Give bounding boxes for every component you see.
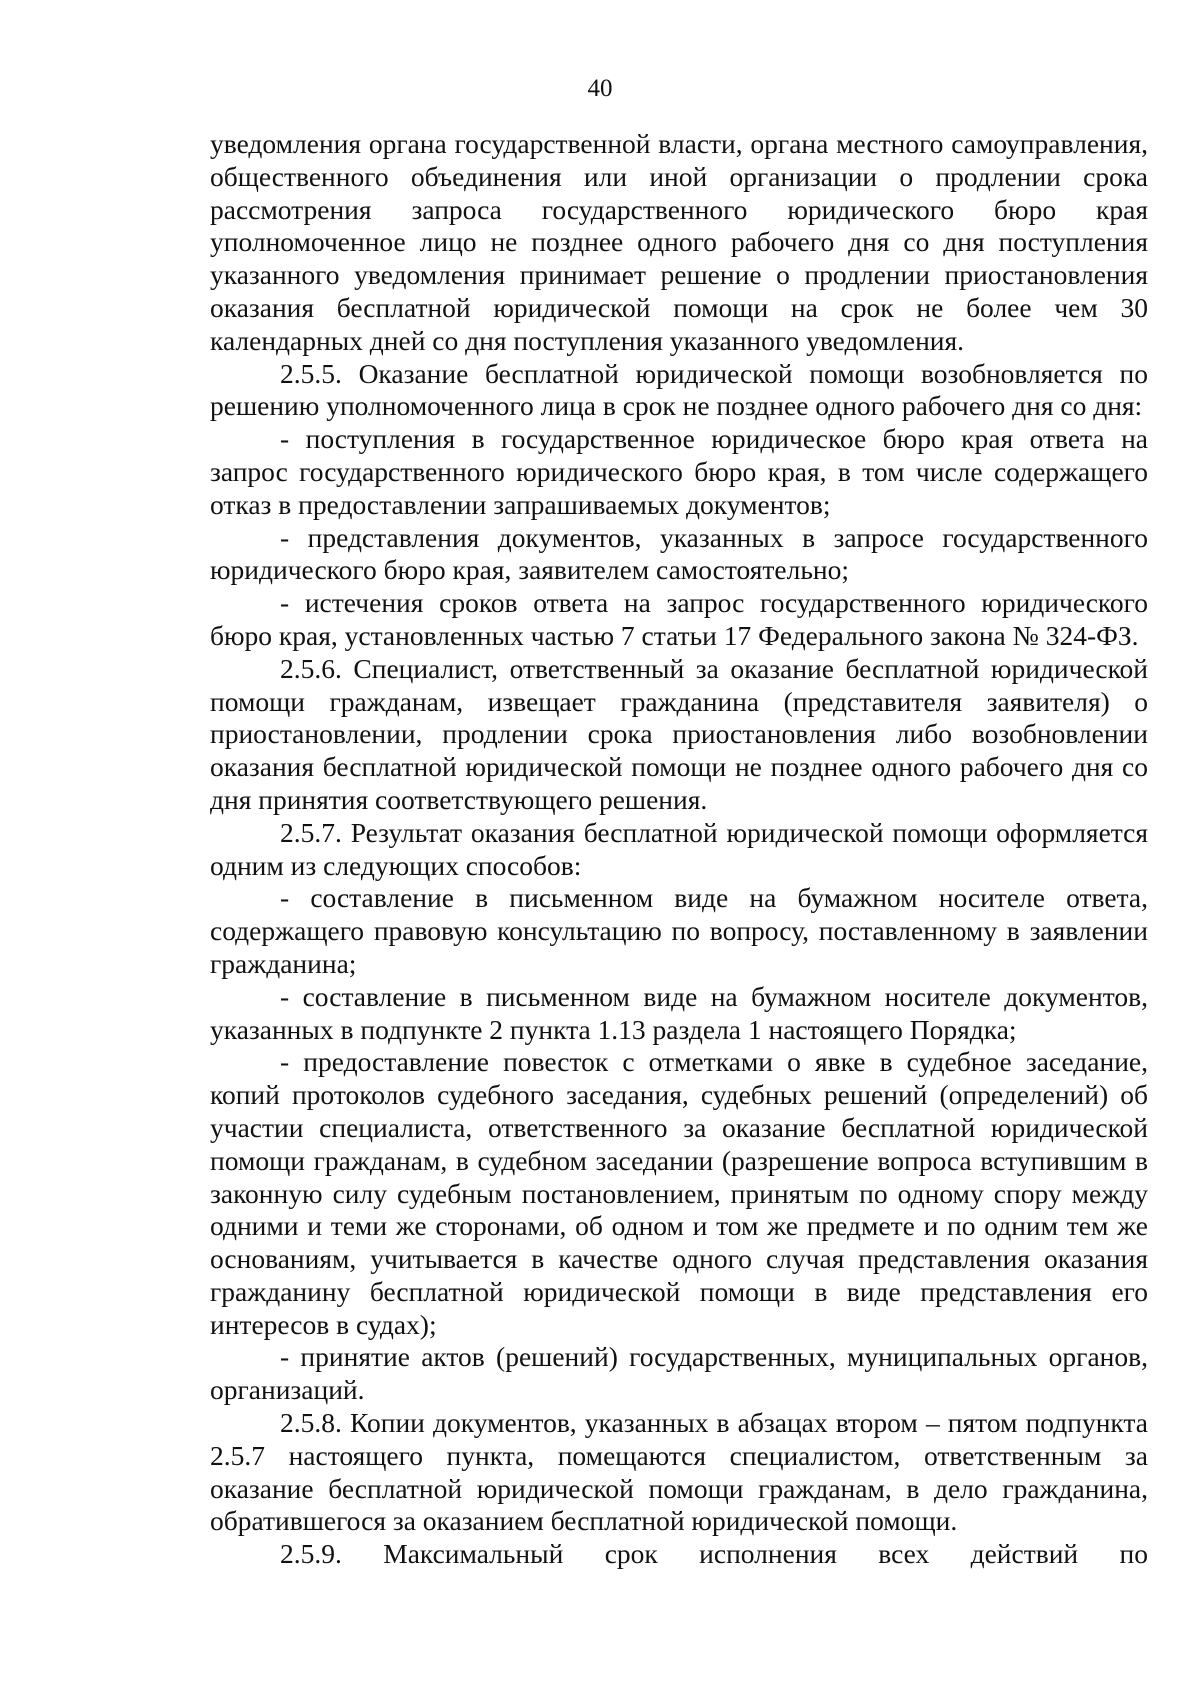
- list-item: - составление в письменном виде на бумажном носителе документов, указанных в подпункте 2 пункта 1.13 раздела 1 настоящего Порядка;: [210, 980, 1148, 1045]
- list-item: - предоставление повесток с отметками о явке в судебное заседание, копий протоколов судебного заседания, судебных решений (определений) об участии специалиста, ответственного за оказание бесплатной юридической помощи гражданам, в судебном заседании (разрешение вопроса вступившим в законную силу судебным постановлением, принятым по одному спору между одними и теми же сторонами, об одном и том же предмете и по одним тем же основаниям, учитывается в качестве одного случая представления оказания гражданину бесплатной юридической помощи в виде представления его интересов в судах);: [210, 1046, 1148, 1340]
- paragraph-2-5-8: 2.5.8. Копии документов, указанных в абзацах втором – пятом подпункта 2.5.7 настоящего пункта, помещаются специалистом, ответственным за оказание бесплатной юридической помощи гражданам, в дело гражданина, обратившегося за оказанием бесплатной юридической помощи.: [210, 1407, 1148, 1537]
- paragraph-2-5-7: 2.5.7. Результат оказания бесплатной юридической помощи оформляется одним из следующих способов:: [210, 816, 1148, 881]
- list-item: - поступления в государственное юридическое бюро края ответа на запрос государственного юридического бюро края, в том числе содержащего отказ в предоставлении запрашиваемых документов;: [210, 423, 1148, 520]
- list-item: - принятие актов (решений) государственных, муниципальных органов, организаций.: [210, 1341, 1148, 1406]
- paragraph-2-5-9: 2.5.9. Максимальный срок исполнения всех действий по: [280, 1538, 1148, 1570]
- page-number: 40: [587, 75, 613, 102]
- list-item: - представления документов, указанных в запросе государственного юридического бюро края, заявителем самостоятельно;: [210, 521, 1148, 586]
- paragraph-2-5-5: 2.5.5. Оказание бесплатной юридической помощи возобновляется по решению уполномоченного лица в срок не позднее одного рабочего дня со дня:: [210, 357, 1148, 422]
- paragraph-continuation: уведомления органа государственной власти, органа местного самоуправления, общественного объединения или иной организации о продлении срока рассмотрения запроса государственного юридического бюро края уполномоченное лицо не позднее одного рабочего дня со дня поступления указанного уведомления принимает решение о продлении приостановления оказания бесплатной юридической помощи на срок не более чем 30 календарных дней со дня поступления указанного уведомления.: [210, 128, 1148, 356]
- document-body: [210, 128, 1148, 1571]
- list-item: - истечения сроков ответа на запрос государственного юридического бюро края, установленных частью 7 статьи 17 Федерального закона № 324-ФЗ.: [210, 587, 1148, 651]
- paragraph-2-5-6: 2.5.6. Специалист, ответственный за оказание бесплатной юридической помощи гражданам, извещает гражданина (представителя заявителя) о приостановлении, продлении срока приостановления либо возобновлении оказания бесплатной юридической помощи не позднее одного рабочего дня со дня принятия соответствующего решения.: [210, 652, 1148, 815]
- list-item: - составление в письменном виде на бумажном носителе ответа, содержащего правовую консультацию по вопросу, поставленному в заявлении гражданина;: [210, 882, 1148, 979]
